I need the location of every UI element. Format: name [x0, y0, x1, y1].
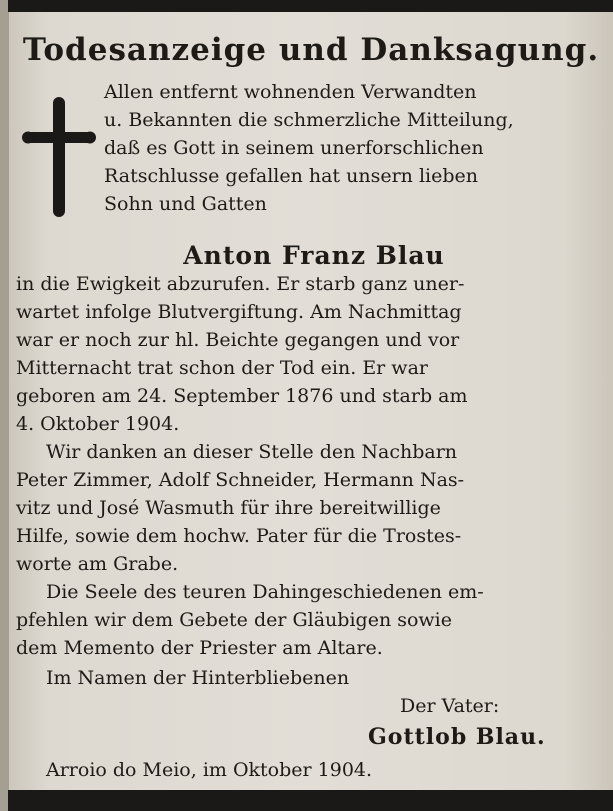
cross-icon [22, 96, 96, 218]
intro-line: daß es Gott in seinem unerforschlichen [104, 137, 484, 159]
body-line: dem Memento der Priester am Altare. [16, 637, 383, 659]
body-line: pfehlen wir dem Gebete der Gläubigen sowie [16, 609, 452, 631]
intro-line: u. Bekannten die schmerzliche Mitteilung, [104, 109, 514, 131]
body-line: war er noch zur hl. Beichte gegangen und vor [16, 329, 460, 351]
body-line: in die Ewigkeit abzurufen. Er starb ganz uner- [16, 273, 465, 295]
bottom-rule [8, 790, 613, 811]
body-line: Die Seele des teuren Dahingeschiedenen em- [46, 581, 484, 603]
notice-title: Todesanzeige und Danksagung. [22, 32, 600, 68]
body-line: 4. Oktober 1904. [16, 413, 180, 435]
body-line: worte am Grabe. [16, 553, 179, 575]
body-line: Wir danken an dieser Stelle den Nachbarn [46, 441, 458, 463]
signer-role: Der Vater: [400, 695, 500, 717]
body-line: geboren am 24. September 1876 und starb am [16, 385, 468, 407]
body-line: Hilfe, sowie dem hochw. Pater für die Trostes- [16, 525, 462, 547]
body-line: wartet infolge Blutvergiftung. Am Nachmittag [16, 301, 462, 323]
place-date: Arroio do Meio, im Oktober 1904. [46, 759, 373, 781]
closing-line: Im Namen der Hinterbliebenen [46, 667, 350, 689]
body-line: Peter Zimmer, Adolf Schneider, Hermann Nas- [16, 469, 465, 491]
page-edge [0, 0, 9, 811]
deceased-name: Anton Franz Blau [183, 241, 445, 270]
body-line: Mitternacht trat schon der Tod ein. Er war [16, 357, 428, 379]
intro-line: Sohn und Gatten [104, 193, 267, 215]
intro-line: Allen entfernt wohnenden Verwandten [104, 81, 477, 103]
intro-line: Ratschlusse gefallen hat unsern lieben [104, 165, 478, 187]
top-rule [8, 0, 613, 12]
signer-name: Gottlob Blau. [368, 724, 546, 750]
body-line: vitz und José Wasmuth für ihre bereitwillige [16, 497, 441, 519]
